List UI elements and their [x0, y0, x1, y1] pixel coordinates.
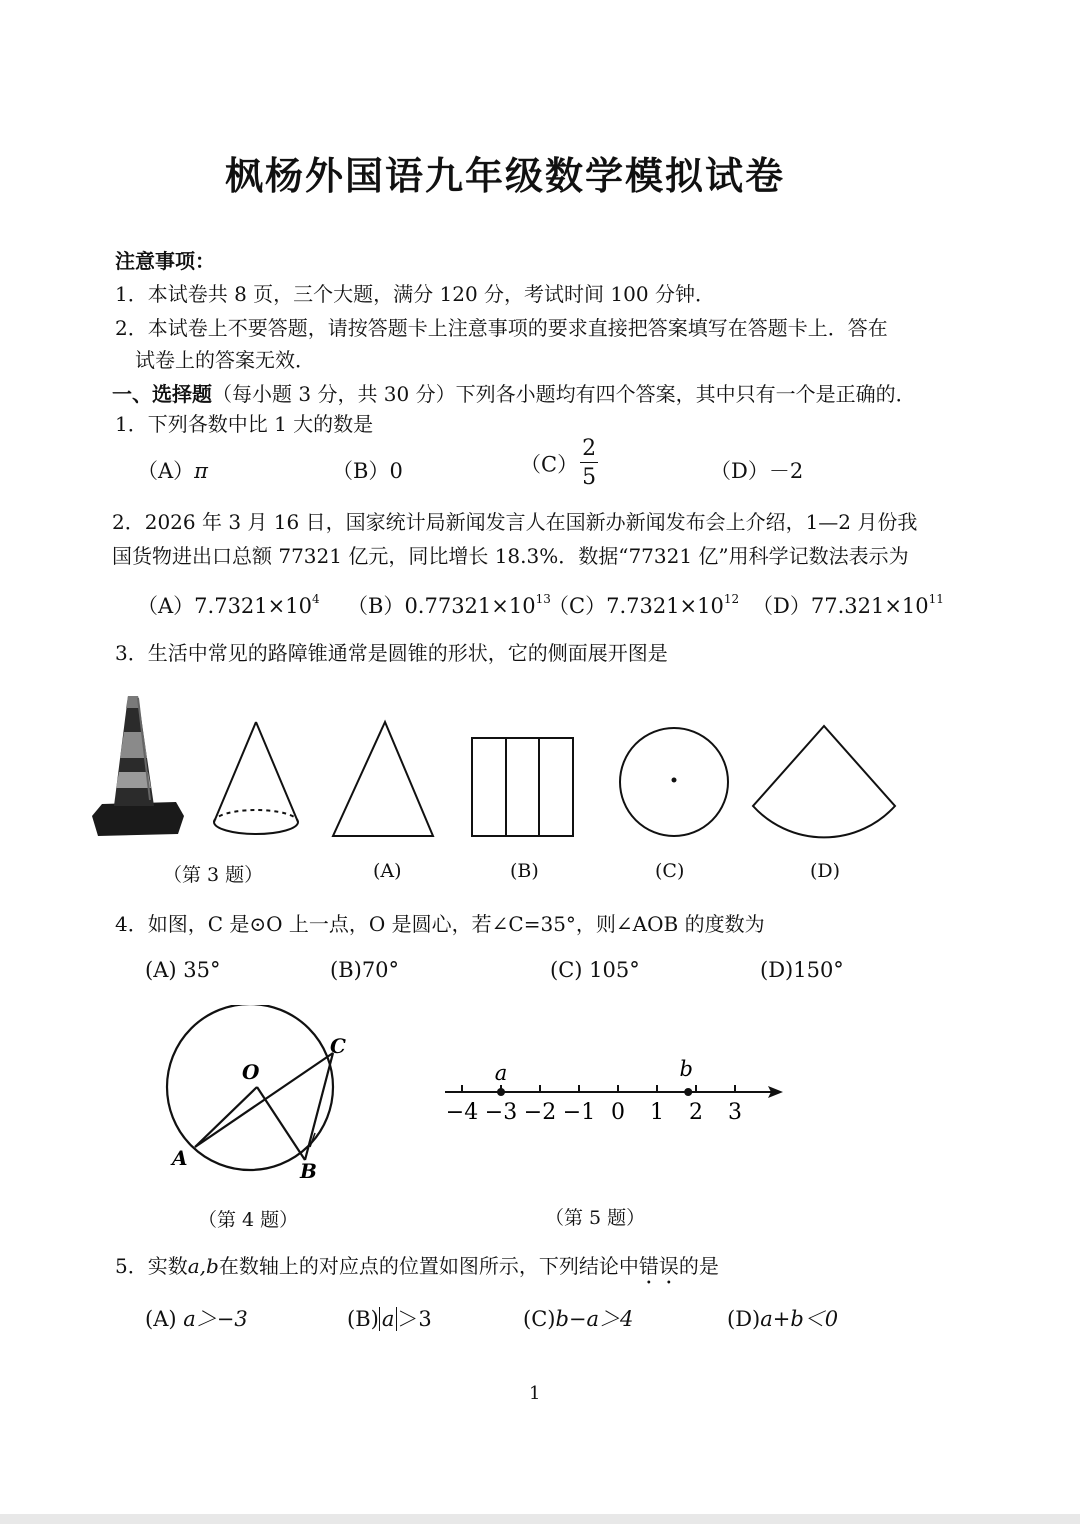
- q1-stem: 1．下列各数中比 1 大的数是: [115, 412, 374, 436]
- notes-item-1: 1．本试卷共 8 页，三个大题，满分 120 分，考试时间 100 分钟．: [115, 282, 715, 306]
- q5-option-c-expr: b−a＞4: [555, 1307, 634, 1331]
- q2-option-d-label: （D）: [752, 594, 811, 618]
- traffic-cone-image: [92, 696, 184, 836]
- q4-point-o: O: [242, 1060, 260, 1084]
- q1-option-c[interactable]: [520, 438, 598, 489]
- q2-option-d-exp: 11: [928, 592, 944, 606]
- q3-option-d-sector: [753, 726, 895, 837]
- scan-bottom-edge: [0, 1514, 1080, 1524]
- section-1-label: 一、选择题: [112, 382, 212, 406]
- q4-option-c[interactable]: (C) 105°: [550, 958, 640, 982]
- q2-option-d-base: 77.321×10: [810, 594, 929, 618]
- number-line-tick-label: 1: [650, 1100, 664, 1125]
- number-line-tick-label: 3: [728, 1100, 742, 1125]
- number-line-tick-label: −3: [484, 1100, 518, 1125]
- q2-option-c-base: 7.7321×10: [606, 594, 724, 618]
- q3-option-c-circle: [620, 728, 728, 836]
- q3-option-d[interactable]: (D): [810, 860, 841, 882]
- q3-figures: [80, 688, 910, 848]
- q3-option-a-triangle: [333, 722, 433, 836]
- number-line-tick-label: −1: [562, 1100, 596, 1125]
- q4-stem: 4．如图，C 是⊙O 上一点，O 是圆心，若∠C=35°，则∠AOB 的度数为: [115, 912, 765, 936]
- notes-heading: 注意事项：: [115, 249, 215, 273]
- q5-option-d-label: (D): [727, 1307, 761, 1331]
- q5-option-c[interactable]: [523, 1303, 633, 1333]
- q5-stem-prefix: 5．实数: [115, 1254, 188, 1278]
- section-1-desc: （每小题 3 分，共 30 分）下列各小题均有四个答案，其中只有一个是正确的．: [212, 382, 916, 406]
- q2-option-d[interactable]: [752, 590, 944, 620]
- q5-stem-mid: 在数轴上的对应点的位置如图所示，下列结论中: [218, 1254, 639, 1278]
- q1-option-d[interactable]: [710, 455, 803, 485]
- q1-option-c-numerator: 2: [582, 436, 597, 461]
- q3-option-c[interactable]: (C): [655, 860, 685, 882]
- q3-caption: （第 3 题）: [163, 864, 264, 886]
- number-line-point-b: [684, 1088, 692, 1096]
- q3-option-b[interactable]: (B): [510, 860, 539, 882]
- q2-stem-line-1: 2．2026 年 3 月 16 日，国家统计局新闻发言人在国新办新闻发布会上介绍，1—2 月份我: [112, 510, 918, 534]
- q4-option-d[interactable]: (D)150°: [760, 958, 844, 982]
- q2-option-a[interactable]: [137, 590, 320, 620]
- q4-caption: （第 4 题）: [198, 1209, 299, 1231]
- q1-option-d-label: （D）: [710, 459, 769, 483]
- q5-stem-vars: a,b: [187, 1254, 219, 1278]
- q2-option-b[interactable]: [347, 590, 551, 620]
- number-line-tick-label: 2: [689, 1100, 703, 1125]
- q3-stem: 3．生活中常见的路障锥通常是圆锥的形状，它的侧面展开图是: [115, 641, 668, 665]
- notes-item-2-line-2: 试卷上的答案无效．: [135, 348, 315, 372]
- q5-stem-suffix: 的是: [678, 1254, 719, 1278]
- q1-option-a[interactable]: [137, 455, 208, 485]
- q5-stem: [115, 1250, 719, 1289]
- q5-stem-emphasis: 错误: [638, 1254, 679, 1278]
- number-line-point-a: [497, 1088, 505, 1096]
- q3-option-b-rectangle: [472, 738, 573, 836]
- notes-item-2-line-1: 2．本试卷上不要答题，请按答题卡上注意事项的要求直接把答案填写在答题卡上．答在: [115, 316, 888, 340]
- q2-option-c-label: （C）: [548, 594, 607, 618]
- q5-option-a-expr: a＞−3: [183, 1307, 248, 1331]
- number-line-tick-label: 0: [611, 1100, 625, 1125]
- q1-option-c-denominator: 5: [582, 465, 597, 490]
- q1-option-c-fraction: [580, 438, 598, 489]
- page-title: 枫杨外国语九年级数学模拟试卷: [224, 153, 785, 198]
- q3-option-a[interactable]: (A): [373, 860, 402, 882]
- q4-point-a: A: [172, 1146, 188, 1170]
- q2-option-a-label: （A）: [137, 594, 195, 618]
- q1-option-a-value: π: [194, 459, 208, 483]
- q5-number-line: [440, 1050, 790, 1130]
- q2-option-c[interactable]: [548, 590, 739, 620]
- q5-option-b-label: (B): [347, 1307, 379, 1331]
- q5-option-b[interactable]: [347, 1303, 432, 1333]
- q2-option-b-exp: 13: [535, 592, 551, 606]
- q5-option-b-rest: ＞3: [397, 1307, 432, 1331]
- q1-option-a-label: （A）: [137, 459, 195, 483]
- q5-option-a[interactable]: [145, 1303, 248, 1333]
- q2-stem-line-2: 国货物进出口总额 77321 亿元，同比增长 18.3%．数据“77321 亿”用科学记数法表示为: [112, 544, 909, 568]
- q4-option-b[interactable]: (B)70°: [330, 958, 400, 982]
- q4-point-c: C: [330, 1034, 346, 1058]
- q1-option-c-label: （C）: [520, 452, 579, 477]
- page-number: 1: [529, 1383, 541, 1404]
- q4-option-a[interactable]: (A) 35°: [145, 958, 221, 982]
- q4-circle-figure: [150, 1005, 370, 1190]
- q5-option-c-label: (C): [523, 1307, 556, 1331]
- q2-option-b-base: 0.77321×10: [404, 594, 536, 618]
- q4-segments: [195, 1053, 333, 1160]
- q5-option-d-expr: a+b＜0: [760, 1307, 839, 1331]
- number-line-tick-label: −4: [445, 1100, 479, 1125]
- q2-option-a-base: 7.7321×10: [194, 594, 312, 618]
- q5-caption: （第 5 题）: [545, 1207, 646, 1229]
- q1-option-b-value: 0: [389, 459, 403, 483]
- number-line-label-b: b: [679, 1057, 693, 1081]
- q5-option-a-label: (A): [145, 1307, 177, 1331]
- section-1-header: [112, 378, 916, 407]
- q1-option-d-value: －2: [768, 459, 804, 483]
- q2-option-a-exp: 4: [311, 592, 320, 606]
- q2-option-c-exp: 12: [723, 592, 740, 606]
- q1-option-b[interactable]: [332, 455, 403, 485]
- q5-option-b-abs: a: [379, 1307, 398, 1331]
- q4-point-b: B: [300, 1159, 317, 1183]
- q5-option-d[interactable]: [727, 1303, 838, 1333]
- q1-option-b-label: （B）: [332, 459, 390, 483]
- number-line-label-a: a: [494, 1061, 508, 1085]
- number-line-tick-label: −2: [523, 1100, 557, 1125]
- q2-option-b-label: （B）: [347, 594, 405, 618]
- cone-figure: [214, 722, 298, 834]
